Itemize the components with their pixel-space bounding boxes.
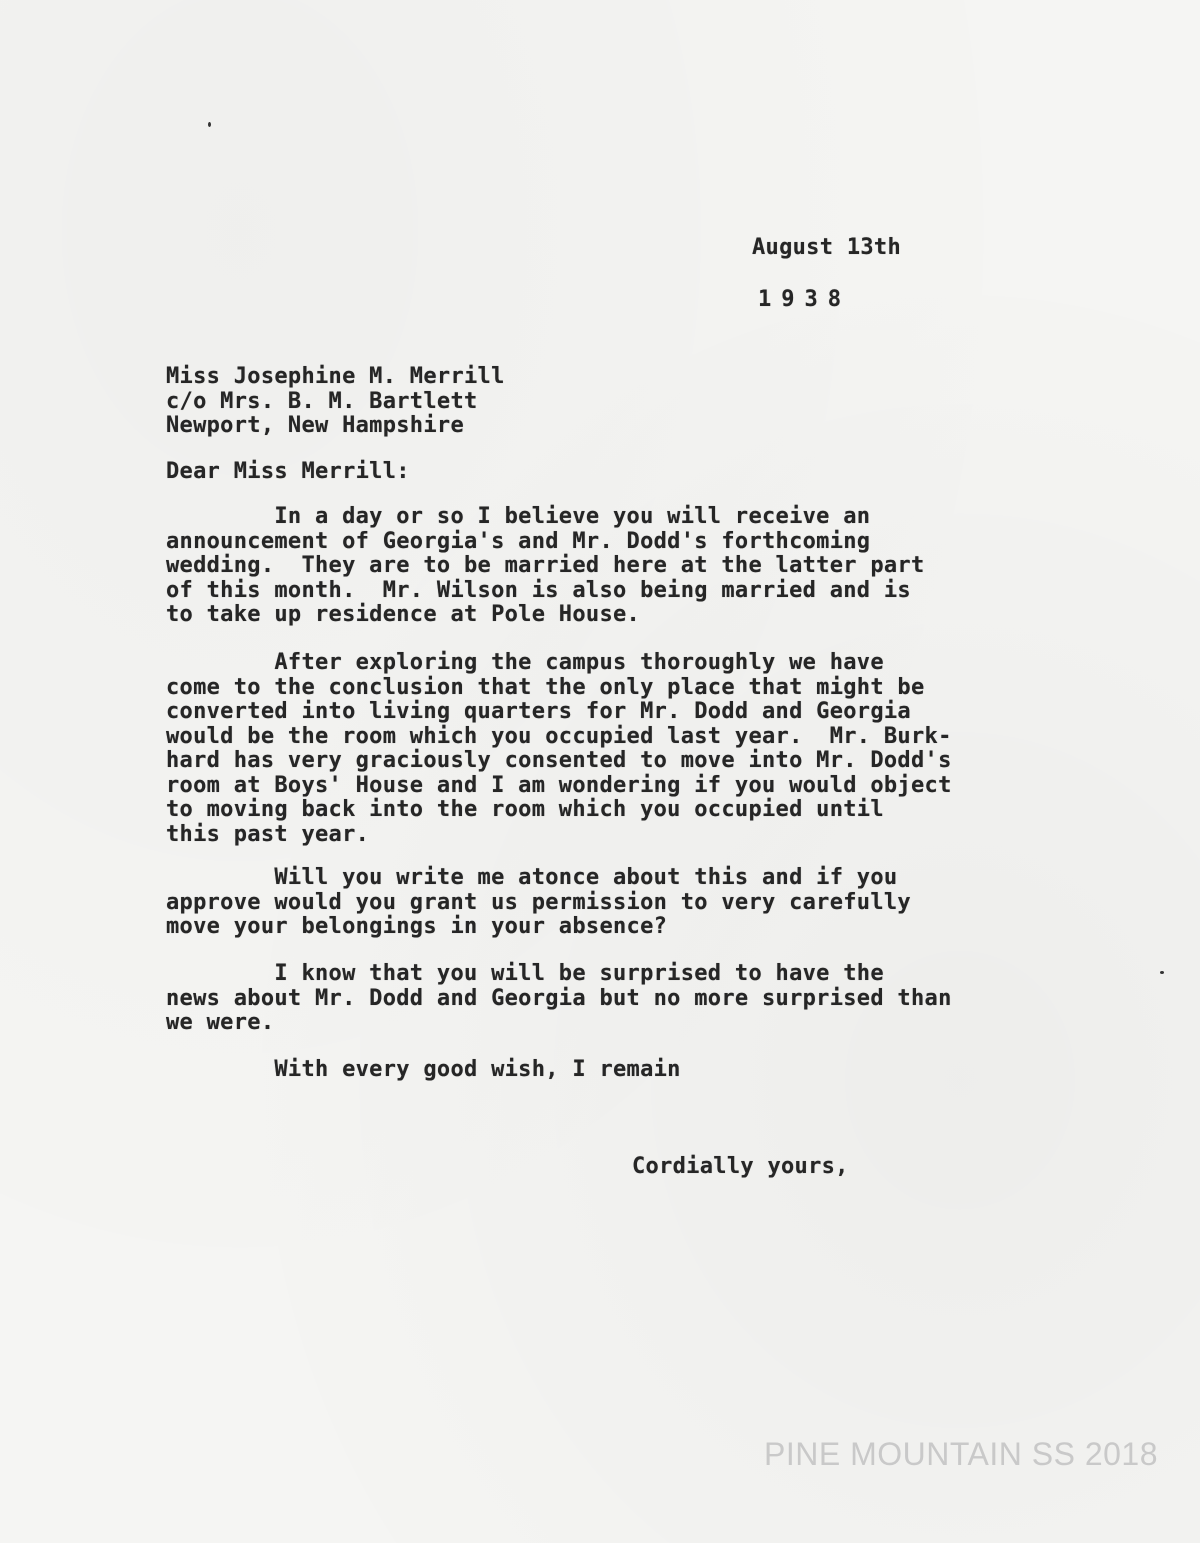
paragraph-living-quarters: After exploring the campus thoroughly we have come to the conclusion that the only place that might be converted into living quarters for Mr. Dodd and Georgia would be the room which you occupied last year. Mr. Burk- hard has very graciously consented to move into Mr. Dodd's room at Boys' House and I am wondering if you would object to moving back into the room which you occupied until this past year. (166, 650, 952, 847)
address-line-city: Newport, New Hampshire (166, 413, 464, 438)
address-line-name: Miss Josephine M. Merrill (166, 364, 505, 389)
salutation: Dear Miss Merrill: (166, 459, 410, 484)
ink-speck (208, 122, 211, 127)
paragraph-good-wish: With every good wish, I remain (166, 1057, 681, 1082)
watermark: PINE MOUNTAIN SS 2018 (764, 1436, 1159, 1472)
letter-year: 1938 (758, 287, 851, 312)
letter-date: August 13th (752, 235, 901, 260)
address-line-care-of: c/o Mrs. B. M. Bartlett (166, 388, 478, 414)
ink-speck (1160, 971, 1164, 974)
paragraph-wedding-announcement: In a day or so I believe you will receive an announcement of Georgia's and Mr. Dodd's forthcoming wedding. They are to be married here at the latter part of this month. Mr. Wilson is also being married and is to take up residence at Pole House. (166, 504, 925, 627)
recipient-address (166, 365, 505, 439)
closing: Cordially yours, (632, 1154, 849, 1179)
paragraph-surprise: I know that you will be surprised to have the news about Mr. Dodd and Georgia but no more surprised than we were. (166, 961, 952, 1035)
paragraph-permission-request: Will you write me atonce about this and if you approve would you grant us permission to very carefully move your belongings in your absence? (166, 865, 911, 939)
